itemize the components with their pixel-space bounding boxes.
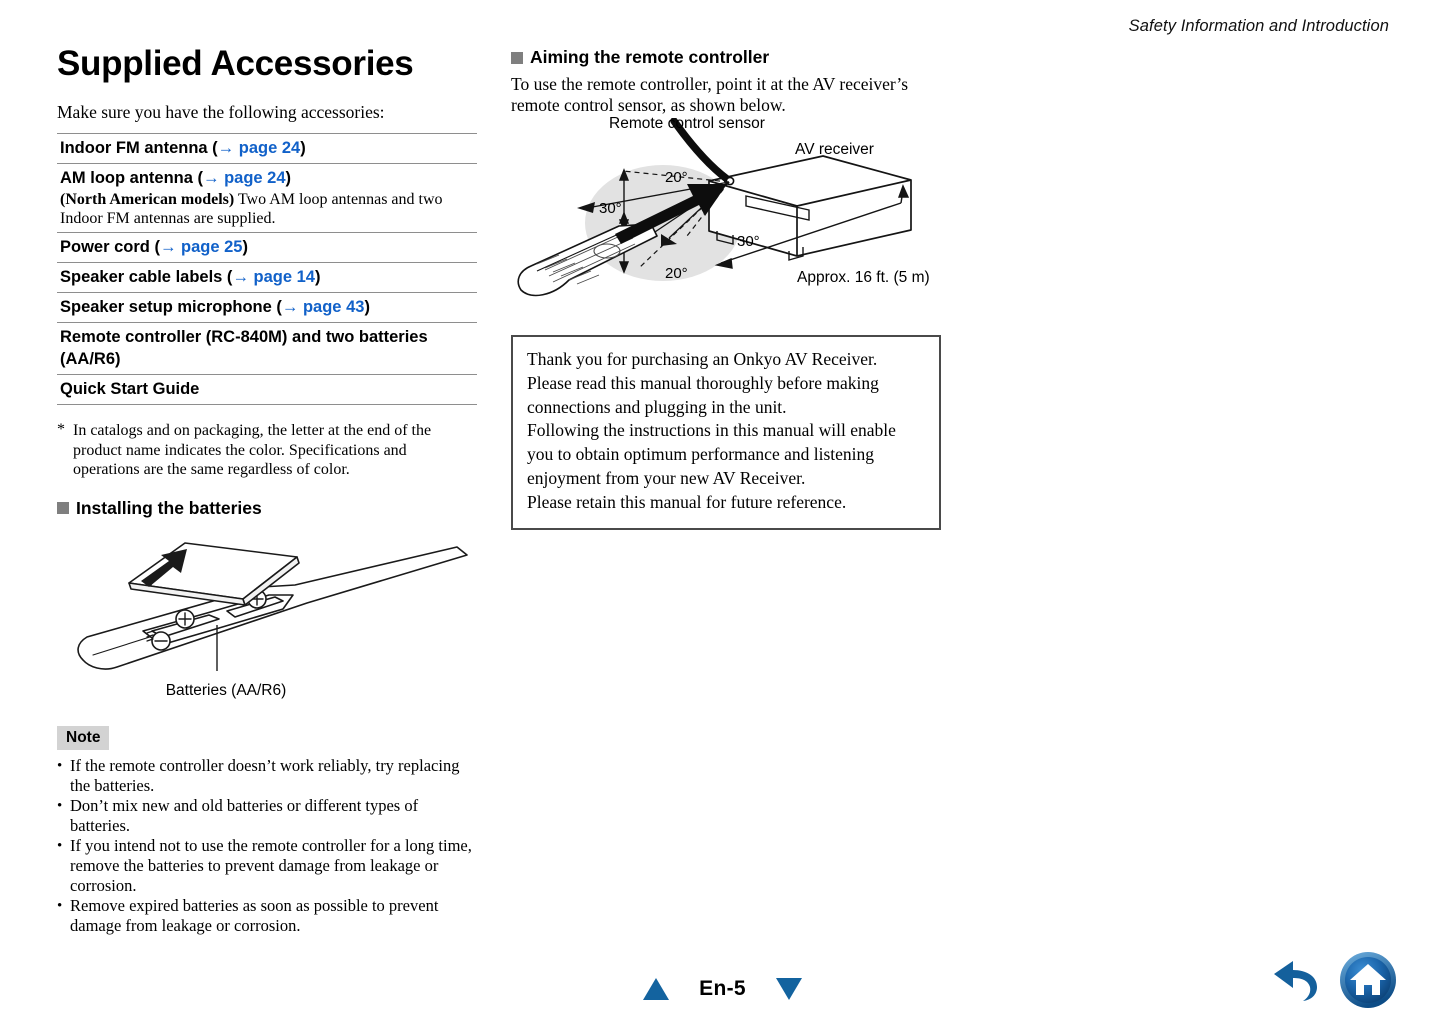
accessory-label (60, 137, 477, 159)
page-link[interactable]: → page 14 (232, 268, 315, 286)
table-row (57, 134, 477, 164)
battery-figure-caption: Batteries (AA/R6) (165, 681, 287, 699)
right-column (511, 47, 941, 530)
accessory-name: Speaker cable labels ( (60, 268, 233, 286)
accessory-label (60, 378, 477, 400)
note-block (57, 726, 477, 936)
section-heading-installing-batteries (57, 498, 477, 519)
page-link[interactable]: → page 25 (159, 238, 243, 256)
angle-top-label: 20° (665, 169, 688, 186)
accessory-label-end: ) (314, 268, 321, 286)
accessory-label (60, 326, 477, 370)
accessory-name: Indoor FM antenna ( (60, 139, 218, 157)
accessory-name: AM loop antenna ( (60, 169, 203, 187)
bullet-icon: • (57, 797, 63, 814)
footnote-marker: * (57, 421, 65, 438)
table-row (57, 375, 477, 405)
battery-install-figure (57, 525, 477, 700)
section-heading-label: Installing the batteries (76, 497, 262, 518)
thanks-line: Thank you for purchasing an Onkyo AV Receiver. (527, 349, 878, 369)
square-bullet-icon (57, 502, 69, 514)
aiming-body-text: To use the remote controller, point it at the AV receiver’s remote control sensor, as shown below. (511, 74, 909, 115)
angle-right-label: 30° (737, 233, 760, 250)
list-item (57, 896, 477, 936)
accessory-name: Power cord ( (60, 238, 160, 256)
thanks-line: Following the instructions in this manual will enable you to obtain optimum performance and listening enjoyment from your new AV Receiver. (527, 420, 896, 488)
table-row (57, 323, 477, 375)
battery-install-illustration (57, 525, 477, 675)
table-row (57, 233, 477, 263)
sensor-label: Remote control sensor (609, 115, 765, 132)
note-text: If the remote controller doesn’t work reliably, try replacing the batteries. (70, 755, 460, 795)
footnote (57, 421, 477, 480)
section-heading-label: Aiming the remote controller (530, 47, 770, 67)
thanks-line: Please read this manual thoroughly before making connections and plugging in the unit. (527, 372, 879, 417)
aiming-diagram-figure (511, 115, 941, 313)
note-list (57, 756, 477, 936)
accessory-label (60, 167, 477, 189)
note-text: Remove expired batteries as soon as possible to prevent damage from leakage or corrosion. (70, 895, 439, 935)
square-bullet-icon (511, 52, 523, 64)
accessory-name: Speaker setup microphone ( (60, 298, 282, 316)
receiver-label: AV receiver (795, 141, 874, 158)
running-header-title: Safety Information and Introduction (1128, 17, 1389, 35)
accessory-name: Quick Start Guide (60, 380, 200, 398)
accessory-label (60, 296, 477, 318)
list-item (57, 796, 477, 836)
list-item (57, 836, 477, 896)
note-badge: Note (57, 726, 109, 750)
accessories-table (57, 133, 477, 405)
angle-bottom-label: 20° (665, 265, 688, 282)
triangle-up-icon[interactable] (643, 978, 669, 1000)
accessory-note (60, 189, 477, 228)
list-item (57, 756, 477, 796)
accessory-name: Remote controller (RC-840M) and two batteries (AA/R6) (60, 328, 428, 368)
triangle-down-icon[interactable] (776, 978, 802, 1000)
footer-pager (0, 977, 1445, 1001)
accessory-label-end: ) (242, 238, 248, 256)
accessory-label-end: ) (285, 169, 292, 187)
table-row (57, 164, 477, 233)
table-row (57, 293, 477, 323)
angle-left-label: 30° (599, 200, 622, 217)
table-row (57, 263, 477, 293)
page-title: Supplied Accessories (57, 44, 414, 83)
accessory-label (60, 236, 477, 258)
bullet-icon: • (57, 837, 63, 854)
back-arrow-icon[interactable] (1271, 957, 1325, 1003)
page-number: En-5 (699, 977, 746, 1000)
accessory-note-bold: (North American models) (60, 191, 235, 208)
thank-you-box (511, 335, 941, 530)
intro-text: Make sure you have the following accessories: (57, 102, 385, 122)
note-text: If you intend not to use the remote controller for a long time, remove the batteries to prevent damage from leakage or corrosion. (70, 835, 472, 895)
accessory-label (60, 266, 477, 288)
distance-label: Approx. 16 ft. (5 m) (797, 269, 930, 286)
page-link[interactable]: → page 43 (281, 298, 365, 316)
accessory-label-end: ) (300, 139, 306, 157)
page-link[interactable]: → page 24 (203, 169, 286, 187)
accessory-note-text: Two AM loop antennas and two Indoor FM antennas are supplied. (60, 191, 443, 227)
note-text: Don’t mix new and old batteries or different types of batteries. (70, 795, 419, 835)
bullet-icon: • (57, 757, 63, 774)
thanks-line: Please retain this manual for future reference. (527, 491, 847, 512)
bullet-icon: • (57, 897, 63, 914)
home-icon[interactable] (1339, 951, 1397, 1009)
accessory-label-end: ) (364, 298, 370, 316)
page-link[interactable]: → page 24 (217, 139, 301, 157)
footer-nav-buttons (1271, 951, 1397, 1009)
left-column (57, 44, 477, 936)
section-heading-aiming-remote (511, 47, 941, 68)
footnote-text: In catalogs and on packaging, the letter at the end of the product name indicates the color. Specifications and operations are the same regardless of color. (73, 422, 432, 478)
